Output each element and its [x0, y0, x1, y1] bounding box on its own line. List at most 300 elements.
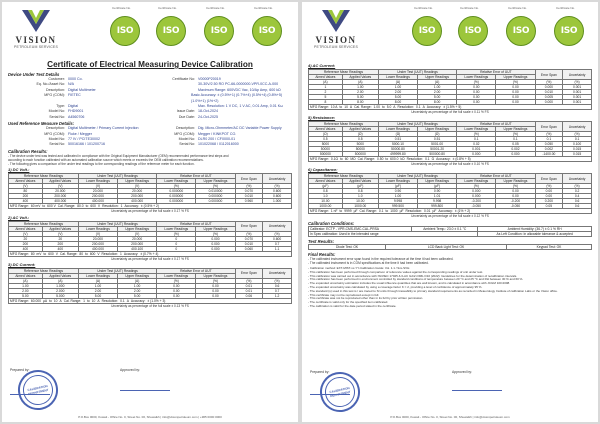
detail-value: 50016166 / 101200716 [68, 142, 105, 147]
table-cell: 0.00 [196, 283, 235, 288]
header-cell: Lower Readings [78, 179, 117, 184]
iso-badge-14001-icon: ISO [458, 16, 488, 46]
detail-value: Digital Multimeter / Primary Current Injection [68, 126, 139, 131]
unit-cell: (%) [157, 231, 196, 236]
table-cell: 0.02 [457, 142, 496, 147]
table-cell: 0.000 [535, 100, 563, 105]
unit-cell: (V) [9, 231, 43, 236]
iso-badge-9001-icon: ISO [412, 16, 442, 46]
table-cell: 0.002 [535, 147, 563, 152]
header-cell: Error Span [535, 70, 563, 80]
header-cell: Under Test (UUT) Readings [78, 268, 156, 273]
header-cell: Under Test (UUT) Readings [78, 174, 156, 179]
table-cell: 0.51 [418, 137, 457, 142]
range-token: 600 [90, 204, 96, 209]
table-cell: 400.100 [118, 246, 157, 251]
iso-badge-45001-icon: ISO [204, 16, 234, 46]
range-token: A [422, 105, 425, 109]
header-cell: Upper Readings [196, 226, 235, 231]
header-cell: Relative Error of UUT [457, 122, 535, 127]
capacitance-title: 6) Capacitance: [308, 167, 338, 173]
table-cell: 0.00 [157, 293, 196, 298]
final-line-1: - The calibrated instrument error span found in the required tolerance at the time it had been calibrated. [308, 256, 454, 261]
table-cell: 0.010 [235, 241, 263, 246]
table-cell: 0.000 [457, 152, 496, 157]
table-cell: 2 [309, 90, 343, 95]
reference-section-title: Used Reference Measure Details: [8, 121, 75, 127]
detail-value: Digital [68, 104, 78, 109]
table-cell: 0.00 [157, 283, 196, 288]
table-cell: 50000 [309, 147, 343, 152]
table-cell: 0 [157, 236, 196, 241]
range-token: 1.00 [373, 105, 380, 109]
header-cell: Applied Values [42, 273, 78, 278]
diode-test: Diode Test: OK [309, 244, 386, 249]
table-cell: 499999.80 [378, 152, 417, 157]
detail-value: FHD9001 [68, 109, 84, 114]
table-cell: -0.200 [496, 199, 535, 204]
range-token: mV [36, 251, 42, 256]
table-cell: 0.51 [378, 137, 417, 142]
table-cell: 2.00 [378, 90, 417, 95]
range-token: Resolution: [397, 105, 414, 109]
table-cell: 0.005 [535, 95, 563, 100]
table-cell: 2.00 [418, 90, 457, 95]
table-cell: -0.050 [457, 204, 496, 209]
unit-cell: (µF) [342, 184, 378, 189]
table-cell: 0.000 [457, 189, 496, 194]
unit-cell: (%) [157, 184, 196, 189]
header-cell: Uncertainty [263, 174, 292, 184]
header-cell: Reference Mean Readings [309, 174, 379, 179]
calibration-note-1: - The device under test was tested and calibrated in compliance with the Original Equipment Manufacturer (OEM) recommended performance test steps and [8, 153, 229, 158]
detail-key: MFG (COM): [44, 93, 65, 98]
table-cell: 400 [9, 246, 43, 251]
table-cell: 8.00 [342, 100, 378, 105]
table-cell: 0.000 [196, 246, 235, 251]
range-token: Cal. Range: [59, 251, 78, 256]
company-logo [8, 8, 64, 52]
range-token: Cal. Range: [63, 298, 82, 303]
range-token: A [126, 298, 129, 303]
range-token: to [385, 157, 389, 162]
iso-badges: Certificate No. ISO Certificate No. ISO Certificate No. ISO Certificate No. ISO [408, 6, 596, 54]
table-cell: 0.000000 [157, 194, 196, 199]
table-cell: 0.00 [496, 100, 535, 105]
table-cell: 0.000000 [196, 194, 235, 199]
unit-cell: (%) [196, 278, 235, 283]
header-cell: Reference Mean Readings [9, 174, 79, 179]
range-token: 1 [120, 204, 123, 209]
range-token: MFG Range: [310, 209, 329, 214]
table-cell: 400.000 [118, 199, 157, 204]
table-cell: 1 [309, 85, 343, 90]
iso-badge-9001-icon: ISO [110, 16, 140, 46]
range-token: V [55, 251, 58, 256]
header-cell: Upper Readings [196, 179, 235, 184]
conditions-title: Calibration Conditions: [308, 220, 355, 226]
header-cell: Under Test (UUT) Readings [378, 70, 456, 75]
table-cell: 0.00 [535, 189, 563, 194]
table-cell: 50000 [342, 147, 378, 152]
range-row [9, 298, 292, 303]
resistance-title: 5) Resistance: [308, 115, 336, 121]
range-token: 80 [30, 251, 35, 256]
table-cell: 1000.00 [309, 204, 343, 209]
table-cell: 0.060 [235, 246, 263, 251]
range-token: Resolution: [406, 157, 424, 162]
range-token: Cal. Range: [354, 105, 372, 109]
footer-address: P.O.Box 0000, Kuwait - Office No. 0, Street No. 00, Shuwaikh | info@visionpetroleum.com | +965 0000 0000 [78, 415, 222, 419]
table-cell: 0.00 [496, 95, 535, 100]
table-cell: 0.5 [342, 137, 378, 142]
unit-cell: (%) [535, 184, 563, 189]
unit-cell: (A) [418, 80, 457, 85]
range-token: ± (1.0% + 3) [147, 298, 166, 303]
table-cell: 0.960 [235, 199, 263, 204]
range-token: to [385, 209, 389, 214]
condition-temp: Ambient Temp.: 23.0 ± 0.1 °C [412, 226, 478, 231]
range-token: 10 [53, 298, 58, 303]
table-cell: 400.000 [78, 246, 117, 251]
table-cell: 200.000 [78, 194, 117, 199]
table-cell: 0.1 [496, 137, 535, 142]
range-token: 1 [83, 298, 85, 303]
table-cell: 9.998 [378, 199, 417, 204]
table-cell: 1.1 [263, 246, 292, 251]
detail-value: Max. Resolution: 1 V DC, 1 V AC, 0.01 Amp, 0.01 Kω [198, 104, 283, 109]
table-cell: 8 [309, 100, 343, 105]
range-row [9, 251, 292, 256]
table-cell: -1400.00 [535, 152, 563, 157]
header-cell: Aimed Values [9, 226, 43, 231]
range-row [309, 105, 592, 110]
table-cell: 5000.10 [378, 142, 417, 147]
unit-cell: (%) [563, 184, 592, 189]
table-cell: 400.000 [42, 199, 78, 204]
range-token: to [85, 251, 88, 256]
table-cell: 5001.00 [418, 142, 457, 147]
table-cell: 1.000 [263, 199, 292, 204]
condition-calibrator: Calibrator: ECTP - VPR-CMS-EMC-CAL-PRSA [309, 226, 412, 231]
range-token: 0.1 [425, 157, 430, 162]
ac-volt-title: 2) AC Volt.: [8, 214, 30, 220]
header-cell: Aimed Values [309, 179, 343, 184]
dc-current-table [8, 268, 292, 304]
range-token: Resolution: [101, 298, 119, 303]
table-cell: 20 [9, 236, 43, 241]
table-cell: 5.00 [78, 293, 117, 298]
dc-volt-table [8, 173, 292, 209]
unit-cell: (%) [496, 184, 535, 189]
results-continued [308, 62, 592, 309]
page-header [302, 2, 598, 60]
table-cell: 0.00 [535, 194, 563, 199]
unit-cell: (%) [263, 278, 292, 283]
range-token: 600 [48, 251, 54, 256]
table-cell: 0.90 [378, 189, 417, 194]
range-token: 1000 [390, 209, 398, 214]
table-cell: 2.00 [118, 288, 157, 293]
header-cell: Upper Readings [418, 75, 457, 80]
unit-cell: (µF) [309, 184, 343, 189]
range-token: Accuracy: [123, 251, 139, 256]
table-cell: 0.001 [563, 100, 592, 105]
table-cell: 999.500 [378, 204, 417, 209]
table-cell: 5.000 [42, 293, 78, 298]
unit-cell: (%) [235, 231, 263, 236]
table-cell: 1.00 [9, 283, 43, 288]
table-cell: 20 [42, 236, 78, 241]
detail-key: Description: [176, 126, 195, 131]
header-cell: Error Span [535, 174, 563, 184]
iso-badge-17025-icon: ISO [554, 16, 584, 46]
detail-key: Eq. No./Asset No: [36, 82, 65, 87]
table-cell: 0.015 [563, 147, 592, 152]
detail-value: Maximum Range: 600VDC Vac, 10/Ap Amp, 600 kΩ [198, 87, 281, 92]
table-cell: 2.00 [342, 90, 378, 95]
range-token: Accuracy: [438, 209, 453, 214]
range-token: to [339, 157, 343, 162]
unit-cell: (%) [235, 278, 263, 283]
range-token: 0.1 [120, 298, 125, 303]
detail-value: 0000 Co. [68, 77, 83, 81]
detail-key: Due Date: [178, 114, 195, 119]
unit-cell: (%) [263, 231, 292, 236]
table-cell: 0.90 [418, 189, 457, 194]
range-token: 80 [79, 251, 84, 256]
table-cell: 0.070 [235, 189, 263, 194]
unit-cell: (A) [342, 80, 378, 85]
dc-current-title: 3) DC Current: [8, 261, 36, 267]
range-token: Cal. Range: [57, 204, 76, 209]
unit-cell: (A) [78, 278, 117, 283]
table-cell: 0.00 [457, 85, 496, 90]
detail-key: Serial No: [179, 142, 195, 147]
note-item: - This calibration has been performed in environment controlled by standard conditions of temperature between 20 °C and 25 °C and RH between 30 % and 60 %. [308, 277, 524, 282]
table-cell: 0.00 [457, 90, 496, 95]
range-token: Cal. Range: [359, 209, 377, 214]
table-cell: 0.00 [496, 90, 535, 95]
table-cell: 0.001 [457, 147, 496, 152]
table-cell: 200 [42, 241, 78, 246]
detail-key: Model No: [48, 137, 65, 142]
calibration-note-2: according to each function calibrated with an automated calibration source which meets or exceeds the OEM calibration recommendations. [8, 158, 204, 163]
note-item: - This certificate may not be reproduced except in full. [308, 292, 380, 297]
header-cell: Lower Readings [378, 75, 417, 80]
table-cell: 0 [157, 241, 196, 246]
range-token: 5.0 [386, 105, 392, 109]
condition-as-left: As Left Condition: In allowable tolerance & accepted [478, 231, 592, 236]
detail-value: 77 IV / PCITE30002 [68, 137, 100, 142]
header-cell: Applied Values [342, 127, 378, 132]
unit-cell: (%) [496, 132, 535, 137]
unit-cell: (%) [457, 80, 496, 85]
capacitance-uncertainty: Uncertainty as percentage of the full scale ± 0.12 % FS [411, 214, 489, 219]
resistance-table [308, 121, 592, 162]
detail-value: 101022068 / 0112016000 [198, 142, 239, 147]
note-item: - This certificate was not be reproduced other than in its full by prior written permission. [308, 296, 424, 301]
table-cell: 0.01 [235, 283, 263, 288]
table-cell: 0.8 [309, 189, 343, 194]
table-cell: 0.070 [235, 236, 263, 241]
table-cell: 0.000 [496, 152, 535, 157]
table-cell: 1.00 [378, 194, 417, 199]
table-cell: 1.00 [378, 85, 417, 90]
header-cell: Error Span [535, 122, 563, 132]
table-cell: 0.00 [157, 288, 196, 293]
table-cell: 1.00 [342, 85, 378, 90]
range-row [309, 157, 592, 162]
header-cell: Reference Mean Readings [309, 122, 379, 127]
header-cell: Aimed Values [309, 127, 343, 132]
table-cell: 0.06 [235, 293, 263, 298]
header-cell: Uncertainty [263, 268, 292, 278]
table-cell: 8.00 [418, 100, 457, 105]
table-cell: 5 [309, 95, 343, 100]
header-cell: Upper Readings [418, 127, 457, 132]
table-cell: 200.000 [118, 241, 157, 246]
table-cell: 0.00 [496, 194, 535, 199]
table-cell: 0.001 [563, 90, 592, 95]
table-cell: 0.1 [563, 137, 592, 142]
unit-cell: (A) [42, 278, 78, 283]
ac-current-title: 4) AC Current: [308, 63, 336, 68]
unit-cell: (µF) [378, 184, 417, 189]
note-item: - The expanded uncertainty was calculated by using a coverage factor K = 2, providing a level of confidence of approximately 95 %. [308, 285, 483, 289]
table-cell: 1.0 [342, 194, 378, 199]
table-cell: 0.01 [235, 288, 263, 293]
unit-cell: (V) [118, 231, 157, 236]
range-token: Cal. Range: [357, 157, 375, 162]
calibration-stamp: CALIBRATION DEPARTMENT [316, 368, 363, 415]
header-cell: Upper Readings [118, 179, 157, 184]
detail-key: MFG (COM): [174, 131, 195, 136]
note-item: - This calibration was carried out in accordance with ISO/IEC 17025 & ILAC G24/-OIML D10 (2022): Guidelines for the determination of recalibration intervals. [308, 273, 518, 278]
unit-cell: (%) [535, 132, 563, 137]
table-cell: 5.00 [418, 95, 457, 100]
range-token: to [85, 204, 89, 209]
table-cell: 400 [9, 199, 43, 204]
table-cell: 5.00 [9, 293, 43, 298]
ac-current-table [308, 69, 592, 110]
detail-key: Issue Date: [176, 109, 195, 114]
unit-cell: (V) [78, 231, 117, 236]
range-token: 600.0 [390, 157, 399, 162]
table-cell: 500000.80 [418, 152, 457, 157]
range-token: MFG Range: [10, 204, 29, 209]
table-cell: 5.00 [118, 293, 157, 298]
table-cell: 200 [9, 194, 43, 199]
table-cell: 0.1 [535, 137, 563, 142]
header-cell: Aimed Values [9, 179, 43, 184]
range-token: ± (0.7% + 4) [140, 251, 159, 256]
table-cell: 0.4 [563, 194, 592, 199]
table-cell: 0.010000 [196, 189, 235, 194]
prepared-by-label: Prepared by: [10, 368, 30, 372]
unit-cell: (V) [9, 184, 43, 189]
table-cell: 10.00 [309, 199, 343, 204]
range-token: 10 [344, 105, 348, 109]
table-cell: 0.00 [457, 100, 496, 105]
header-cell: Lower Readings [157, 226, 196, 231]
detail-key: MFG (COM): [44, 131, 65, 136]
table-cell: 200.000 [78, 241, 117, 246]
unit-cell: (V) [118, 184, 157, 189]
range-token: µA [42, 298, 48, 303]
table-cell: 8.00 [378, 100, 417, 105]
dc-current-uncertainty: Uncertainty as percentage of the full scale ± 0.13 % FS [111, 303, 189, 308]
table-cell: 0.000000 [196, 199, 235, 204]
unit-cell: (Ω) [309, 132, 343, 137]
header-cell: Reference Mean Readings [309, 70, 379, 75]
unit-cell: (µF) [418, 184, 457, 189]
table-cell: 500000 [342, 152, 378, 157]
resistance-uncertainty: Uncertainty as percentage of the full scale ± 0.10 % FS [411, 162, 489, 167]
table-cell: 0.010 [535, 90, 563, 95]
dc-volt-title: 1) DC Volt.: [8, 167, 30, 173]
unit-cell: (%) [263, 184, 292, 189]
table-cell: 200 [9, 241, 43, 246]
table-cell: 0.600 [263, 189, 292, 194]
range-token: to [86, 298, 90, 303]
certificate-page-1 [2, 2, 298, 422]
range-token: to [381, 105, 385, 109]
range-token: MFG Range: [10, 251, 29, 256]
range-token: 60 [344, 157, 349, 162]
header-cell: Aimed Values [309, 75, 343, 80]
backlight-test: LCD Back Light Test: OK [386, 244, 507, 249]
range-token: 80.0 [77, 204, 84, 209]
table-cell: 1.00 [118, 283, 157, 288]
table-cell: 0.200 [535, 199, 563, 204]
certificate-page-2 [302, 2, 598, 422]
unit-cell: (%) [496, 80, 535, 85]
detail-row [8, 115, 292, 120]
detail-key: Model No: [48, 109, 65, 114]
table-cell: 999.800 [418, 204, 457, 209]
table-cell: -0.050 [496, 204, 535, 209]
range-token: to [339, 105, 343, 109]
table-cell: 5.00 [342, 95, 378, 100]
table-cell: 20.000 [78, 236, 117, 241]
header-cell: Upper Readings [496, 127, 535, 132]
table-cell: -0.200 [457, 199, 496, 204]
table-cell: 0.000 [196, 241, 235, 246]
table-cell: 0.001 [563, 95, 592, 100]
header-cell: Upper Readings [118, 226, 157, 231]
note-item: - This calibration has been performed through comparison of reference values against the corresponding readings of unit under test. [308, 269, 484, 274]
range-token: to [42, 204, 46, 209]
table-cell: 0 [157, 246, 196, 251]
conditions-table [308, 226, 592, 237]
range-token: Accuracy: [130, 298, 146, 303]
detail-value: V0000P20019 [198, 77, 221, 81]
table-cell: 1.00 [418, 85, 457, 90]
company-logo [308, 8, 364, 52]
table-cell: 2.00 [9, 288, 43, 293]
condition-humidity: Ambient Humidity: (36.7) ± 0.1 % RH [478, 226, 592, 231]
range-row [9, 204, 292, 209]
header-cell: Aimed Values [9, 273, 43, 278]
header-cell: Error Span [235, 268, 263, 278]
table-cell: 0.00 [196, 293, 235, 298]
header-cell: Reference Mean Readings [9, 268, 79, 273]
range-token: 60.000 [30, 298, 41, 303]
unit-cell: (%) [563, 132, 592, 137]
header-cell: Relative Error of UUT [457, 70, 535, 75]
header-cell: Applied Values [342, 75, 378, 80]
